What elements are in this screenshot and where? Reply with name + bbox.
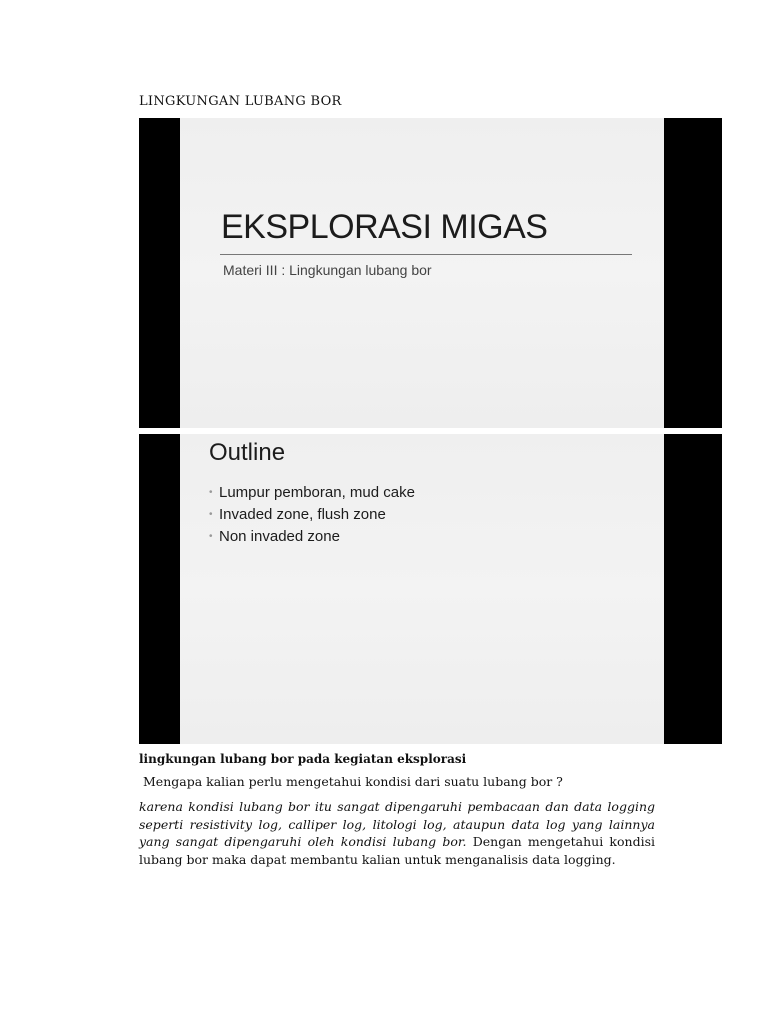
slide-title-canvas	[180, 118, 664, 428]
outline-item-label: Invaded zone, flush zone	[219, 506, 386, 523]
answer-regular-text: Dengan mengetahui kondisi lubang bor maka dapat membantu kalian untuk menganalisis data logging.	[139, 834, 655, 867]
question-text: Mengapa kalian perlu mengetahui kondisi dari suatu lubang bor ?	[143, 774, 563, 789]
answer-paragraph	[139, 798, 655, 868]
outline-item	[209, 504, 415, 526]
bullet-icon: •	[209, 509, 213, 521]
slide-outline-canvas	[180, 434, 664, 744]
bullet-icon: •	[209, 531, 213, 543]
outline-item-label: Lumpur pemboran, mud cake	[219, 484, 415, 501]
slide-divider	[220, 254, 632, 255]
outline-list	[209, 482, 415, 548]
slide-outline-image	[139, 434, 722, 744]
outline-item	[209, 526, 415, 548]
outline-item	[209, 482, 415, 504]
outline-title: Outline	[209, 439, 286, 466]
document-heading: LINGKUNGAN LUBANG BOR	[139, 94, 342, 109]
answer-italic-text: karena kondisi lubang bor itu sangat dipengaruhi pembacaan dan data logging seperti resistivity log, calliper log, litologi log, ataupun data log yang lainnya yang sangat dipengaruhi oleh kondisi lubang bor.	[139, 799, 655, 849]
outline-item-label: Non invaded zone	[219, 528, 340, 545]
slide-title-image	[139, 118, 722, 428]
slide-title: EKSPLORASI MIGAS	[221, 208, 548, 246]
image-caption: lingkungan lubang bor pada kegiatan eksplorasi	[139, 752, 467, 766]
bullet-icon: •	[209, 487, 213, 499]
slide-subtitle: Materi III : Lingkungan lubang bor	[223, 262, 432, 278]
